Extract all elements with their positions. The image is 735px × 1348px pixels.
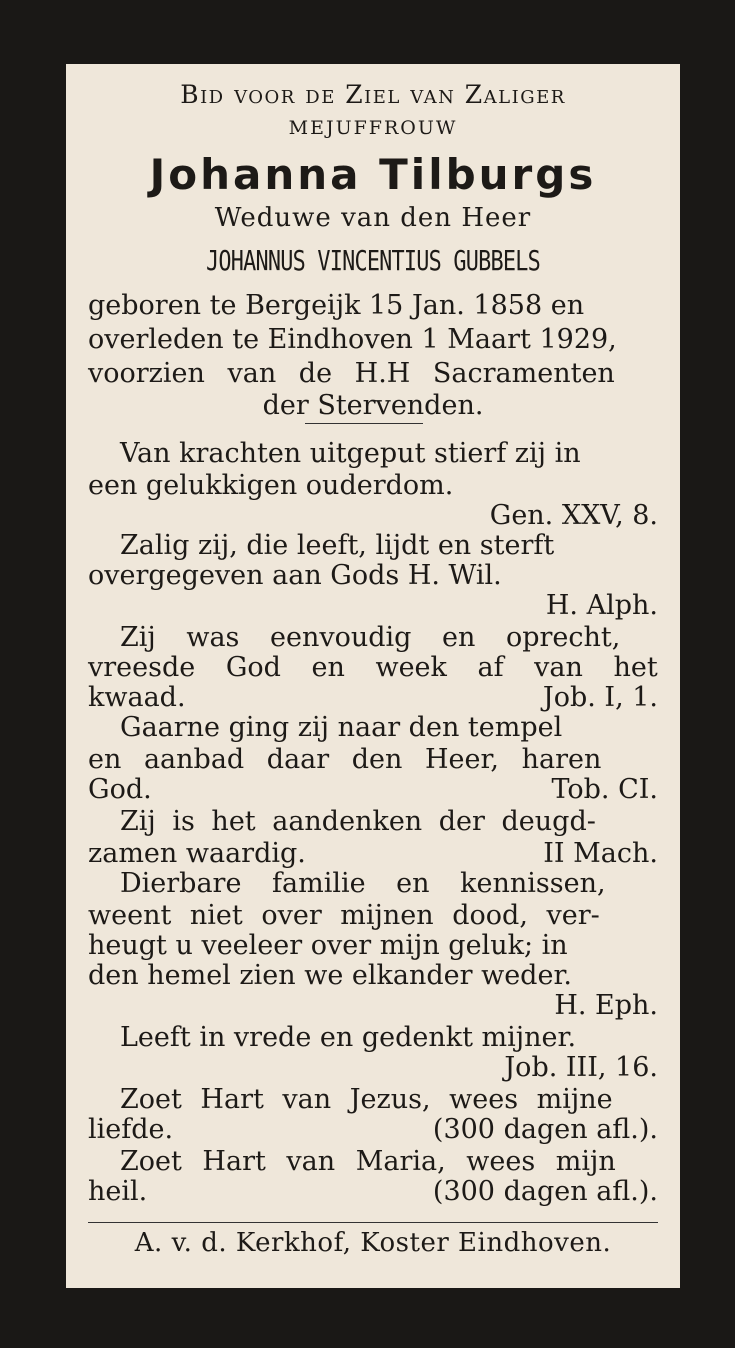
verse-2a: Zalig zij, die leeft, lijdt en sterft bbox=[120, 530, 555, 561]
ref-8: (300 dagen afl.). bbox=[432, 1114, 658, 1145]
memorial-card bbox=[66, 64, 680, 1288]
verse-3c: kwaad. bbox=[88, 682, 186, 713]
life-line-3: voorzien van de H.H Sacramenten bbox=[88, 358, 615, 389]
verse-1b: een gelukkigen ouderdom. bbox=[88, 470, 454, 501]
life-line-4: der Stervenden. bbox=[262, 390, 484, 421]
verse-7a: Leeft in vrede en gedenkt mijner. bbox=[120, 1022, 577, 1053]
widow-line: Weduwe van den Heer bbox=[214, 203, 532, 233]
verse-3b: vreesde God en week af van het bbox=[88, 652, 658, 683]
title-mejuffrouw: MEJUFFROUW bbox=[288, 117, 458, 139]
verse-9b: heil. bbox=[88, 1176, 148, 1207]
ref-9: (300 dagen afl.). bbox=[432, 1176, 658, 1207]
life-line-1: geboren te Bergeijk 15 Jan. 1858 en bbox=[88, 290, 585, 321]
ref-1: Gen. XXV, 8. bbox=[489, 500, 658, 531]
ref-2: H. Alph. bbox=[545, 590, 658, 621]
verse-1a: Van krachten uitgeput stierf zij in bbox=[120, 438, 581, 469]
footer-divider bbox=[88, 1222, 658, 1223]
ref-5: II Mach. bbox=[543, 838, 658, 869]
ref-6: H. Eph. bbox=[554, 990, 658, 1021]
husband-name: JOHANNUS VINCENTIUS GUBBELS bbox=[206, 244, 540, 277]
verse-2b: overgegeven aan Gods H. Wil. bbox=[88, 560, 502, 591]
ref-7: Job. III, 16. bbox=[504, 1052, 658, 1083]
verse-9a: Zoet Hart van Maria, wees mijn bbox=[120, 1146, 616, 1177]
verse-8a: Zoet Hart van Jezus, wees mijne bbox=[120, 1084, 613, 1115]
life-line-2: overleden te Eindhoven 1 Maart 1929, bbox=[88, 324, 617, 355]
verse-8b: liefde. bbox=[88, 1114, 174, 1145]
verse-6a: Dierbare familie en kennissen, bbox=[120, 868, 606, 899]
prayer-heading: Bid voor de Ziel van Zaliger bbox=[180, 80, 566, 109]
verse-5a: Zij is het aandenken der deugd- bbox=[120, 806, 596, 837]
verse-5b: zamen waardig. bbox=[88, 838, 306, 869]
deceased-name: Johanna Tilburgs bbox=[149, 150, 597, 199]
verse-6c: heugt u veeleer over mijn geluk; in bbox=[88, 930, 568, 961]
verse-4a: Gaarne ging zij naar den tempel bbox=[120, 712, 563, 743]
verse-6d: den hemel zien we elkander weder. bbox=[88, 960, 572, 991]
divider bbox=[305, 423, 423, 424]
verse-6b: weent niet over mijnen dood, ver- bbox=[88, 900, 600, 931]
verse-4b: en aanbad daar den Heer, haren bbox=[88, 744, 602, 775]
verse-4c: God. bbox=[88, 774, 152, 805]
printer-credit: A. v. d. Kerkhof, Koster Eindhoven. bbox=[134, 1228, 612, 1258]
verse-3a: Zij was eenvoudig en oprecht, bbox=[120, 622, 621, 653]
ref-4: Tob. CI. bbox=[551, 774, 658, 805]
ref-3: Job. I, 1. bbox=[542, 682, 658, 713]
